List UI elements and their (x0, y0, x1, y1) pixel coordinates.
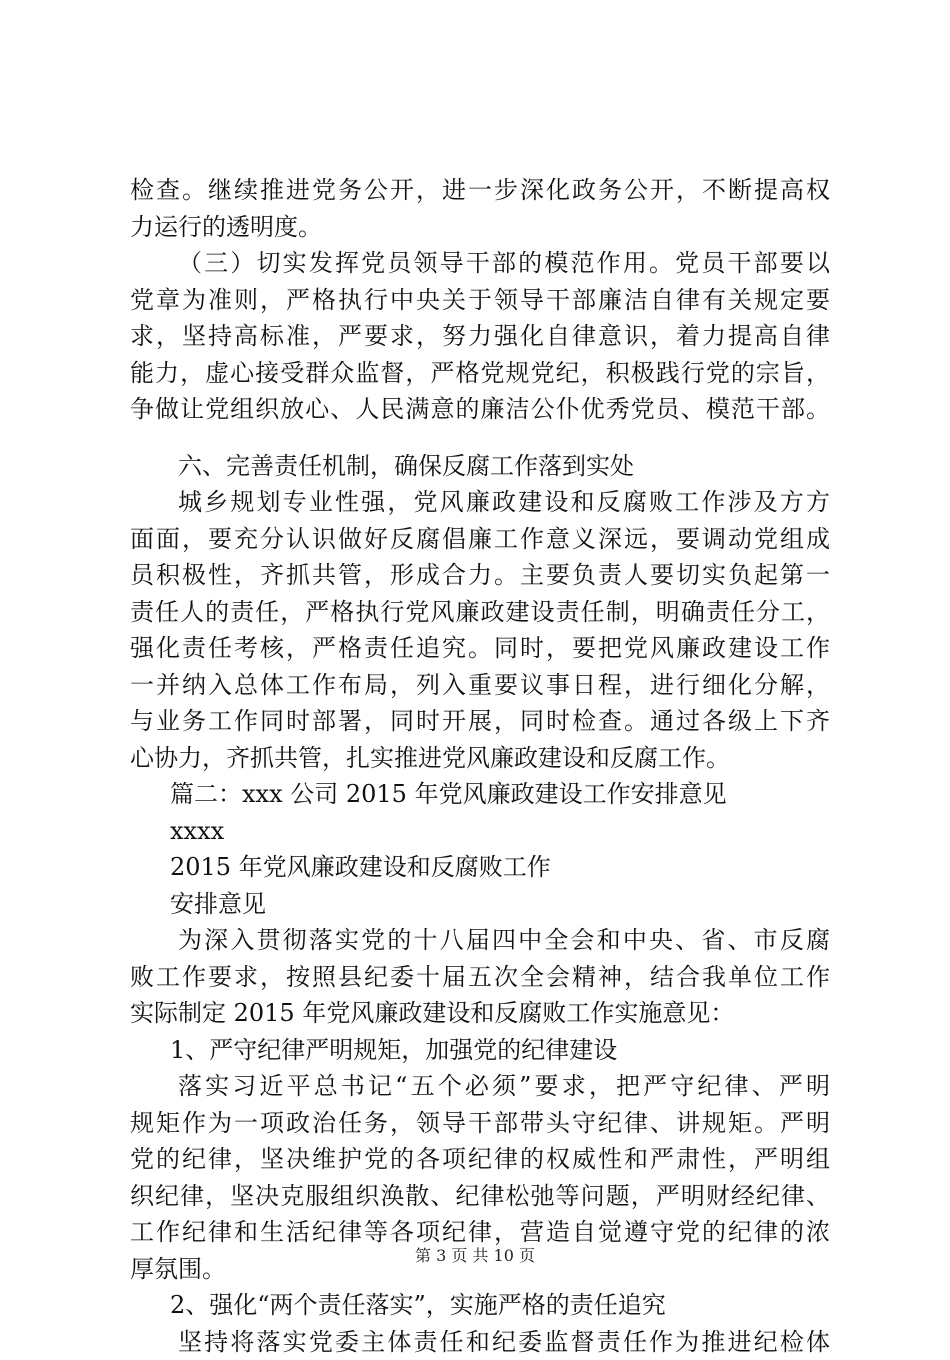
text-line: 败工作要求，按照县纪委十届五次全会精神，结合我单位工作 (130, 959, 830, 996)
text-line: 党的纪律，坚决维护党的各项纪律的权威性和严肃性，严明组 (130, 1141, 830, 1178)
text-line: 落实习近平总书记“五个必须”要求，把严守纪律、严明 (130, 1068, 830, 1105)
text-line: 坚持将落实党委主体责任和纪委监督责任作为推进纪检体 (130, 1324, 830, 1360)
paragraph-gap (130, 428, 830, 448)
item-heading: 2、强化“两个责任落实”，实施严格的责任追究 (130, 1287, 830, 1324)
organization-name: xxxx (130, 813, 830, 850)
text-line: 与业务工作同时部署，同时开展，同时检查。通过各级上下齐 (130, 703, 830, 740)
text-line: 实际制定 2015 年党风廉政建设和反腐败工作实施意见： (130, 995, 830, 1032)
page-number-footer: 第 3 页 共 10 页 (0, 1243, 950, 1266)
section-heading: 六、完善责任机制，确保反腐工作落到实处 (130, 448, 830, 485)
document-subtitle: 安排意见 (130, 886, 830, 923)
text-line: 一并纳入总体工作布局，列入重要议事日程，进行细化分解， (130, 667, 830, 704)
text-line: 员积极性，齐抓共管，形成合力。主要负责人要切实负起第一 (130, 557, 830, 594)
document-subtitle: 2015 年党风廉政建设和反腐败工作 (130, 849, 830, 886)
text-line: 工作纪律和生活纪律等各项纪律，营造自觉遵守党的纪律的浓 (130, 1214, 830, 1251)
text-line: 规矩作为一项政治任务，领导干部带头守纪律、讲规矩。严明 (130, 1105, 830, 1142)
text-line: 为深入贯彻落实党的十八届四中全会和中央、省、市反腐 (130, 922, 830, 959)
item-heading: 1、严守纪律严明规矩，加强党的纪律建设 (130, 1032, 830, 1069)
text-line: 责任人的责任，严格执行党风廉政建设责任制，明确责任分工， (130, 594, 830, 631)
text-line: 织纪律，坚决克服组织涣散、纪律松弛等问题，严明财经纪律、 (130, 1178, 830, 1215)
text-line: 检查。继续推进党务公开，进一步深化政务公开，不断提高权 (130, 172, 830, 209)
text-line: 党章为准则，严格执行中央关于领导干部廉洁自律有关规定要 (130, 282, 830, 319)
text-line: 求，坚持高标准，严要求，努力强化自律意识，着力提高自律 (130, 318, 830, 355)
document-body (130, 172, 830, 1360)
text-line: 厚氛围。 (130, 1251, 830, 1288)
text-line: 强化责任考核，严格责任追究。同时，要把党风廉政建设工作 (130, 630, 830, 667)
text-line: （三）切实发挥党员领导干部的模范作用。党员干部要以 (130, 245, 830, 282)
text-line: 城乡规划专业性强，党风廉政建设和反腐败工作涉及方方 (130, 484, 830, 521)
part-title: 篇二：xxx 公司 2015 年党风廉政建设工作安排意见 (130, 776, 830, 813)
text-line: 能力，虚心接受群众监督，严格党规党纪，积极践行党的宗旨， (130, 355, 830, 392)
text-line: 力运行的透明度。 (130, 209, 830, 246)
text-line: 面面，要充分认识做好反腐倡廉工作意义深远，要调动党组成 (130, 521, 830, 558)
text-line: 心协力，齐抓共管，扎实推进党风廉政建设和反腐工作。 (130, 740, 830, 777)
text-line: 争做让党组织放心、人民满意的廉洁公仆优秀党员、模范干部。 (130, 391, 830, 428)
